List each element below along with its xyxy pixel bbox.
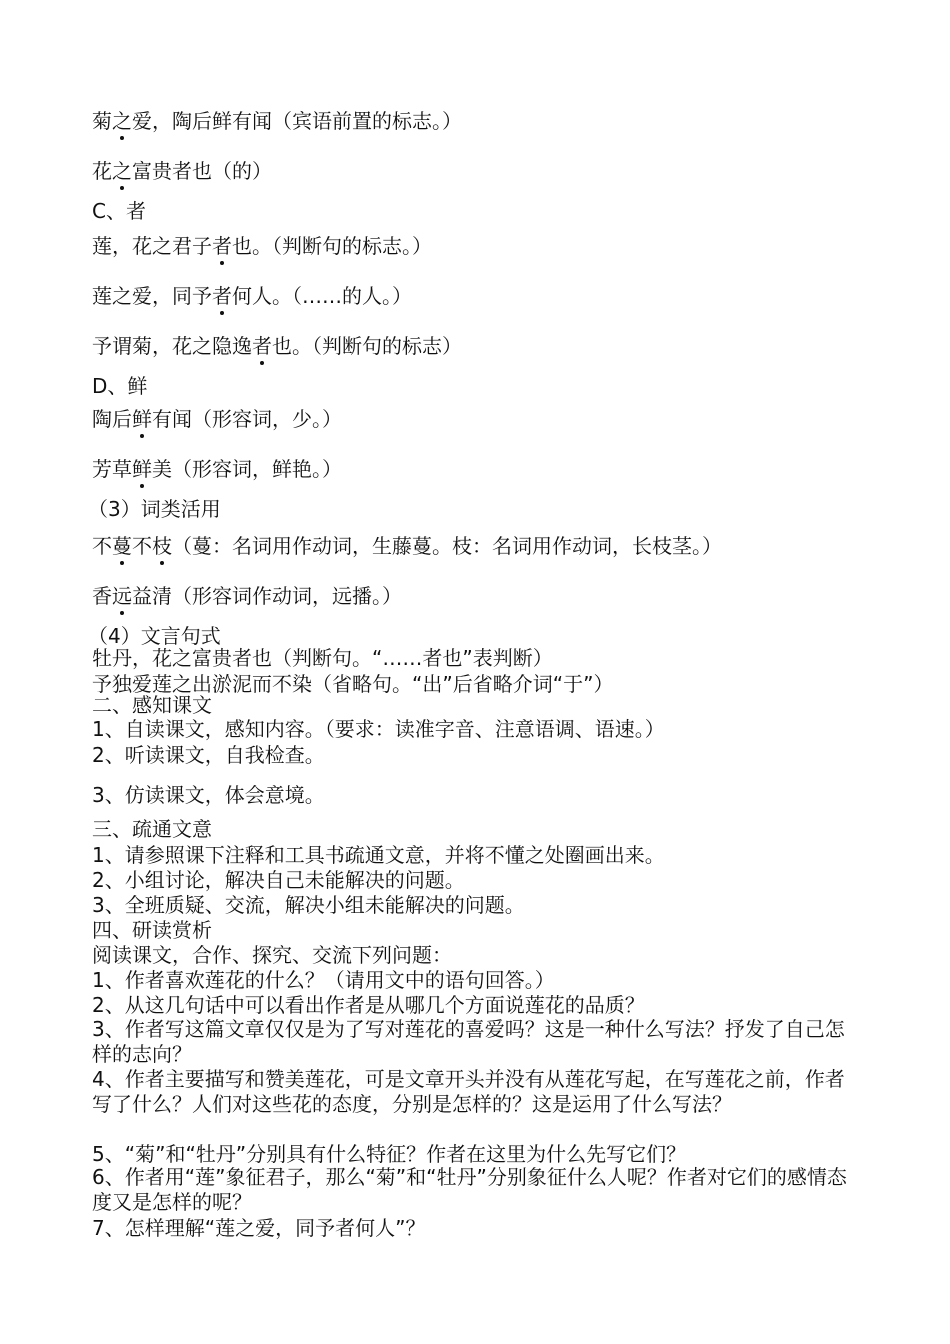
emphasis-dot-char: 枝 bbox=[152, 534, 172, 558]
emphasis-dot-char: 之 bbox=[112, 109, 132, 133]
text-segment: 不 bbox=[92, 534, 112, 558]
text-line bbox=[92, 842, 665, 868]
text-line bbox=[92, 198, 146, 224]
text-segment: 三、疏通文意 bbox=[92, 817, 212, 841]
text-segment: 也。（判断句的标志） bbox=[272, 334, 462, 358]
text-segment: 菊 bbox=[92, 109, 112, 133]
text-segment: 何人。（……的人。） bbox=[232, 284, 412, 308]
text-segment: 阅读课文，合作、探究、交流下列问题： bbox=[92, 943, 452, 967]
emphasis-dot-char: 者 bbox=[212, 284, 232, 308]
text-line bbox=[92, 583, 402, 609]
text-line bbox=[92, 917, 212, 943]
text-segment: 莲，花之君子 bbox=[92, 234, 212, 258]
text-line bbox=[92, 108, 462, 134]
text-line bbox=[92, 373, 147, 399]
text-segment: 爱，陶后鲜有闻（宾语前置的标志。） bbox=[132, 109, 462, 133]
text-segment: 不 bbox=[132, 534, 152, 558]
text-line bbox=[92, 456, 342, 482]
emphasis-dot-char: 者 bbox=[252, 334, 272, 358]
text-line bbox=[92, 742, 325, 768]
emphasis-dot-char: 鲜 bbox=[132, 407, 152, 431]
emphasis-dot-char: 之 bbox=[112, 159, 132, 183]
emphasis-dot-char: 鲜 bbox=[132, 457, 152, 481]
text-line bbox=[92, 692, 212, 718]
text-segment: 益清（形容词作动词，远播。） bbox=[132, 584, 402, 608]
text-line bbox=[92, 967, 555, 993]
text-segment: 1、作者喜欢莲花的什么？（请用文中的语句回答。） bbox=[92, 968, 555, 992]
text-line bbox=[92, 333, 462, 359]
text-segment: 也。（判断句的标志。） bbox=[232, 234, 432, 258]
emphasis-dot-char: 远 bbox=[112, 584, 132, 608]
text-segment: 3、作者写这篇文章仅仅是为了写对莲花的喜爱吗？这是一种什么写法？抒发了自己怎样的志向？ bbox=[92, 1017, 845, 1066]
text-segment: 5、“菊”和“牡丹”分别具有什么特征？作者在这里为什么先写它们？ bbox=[92, 1142, 687, 1166]
text-line bbox=[92, 158, 272, 184]
text-segment: 6、作者用“莲”象征君子，那么“菊”和“牡丹”分别象征什么人呢？作者对它们的感情态度又是怎样的呢？ bbox=[92, 1165, 847, 1214]
text-segment: （3）词类活用 bbox=[88, 497, 221, 521]
text-segment: 美（形容词，鲜艳。） bbox=[152, 457, 342, 481]
text-segment: 香 bbox=[92, 584, 112, 608]
text-line bbox=[92, 233, 432, 259]
text-segment: 4、作者主要描写和赞美莲花，可是文章开头并没有从莲花写起，在写莲花之前，作者写了什么？人们对这些花的态度，分别是怎样的？这是运用了什么写法？ bbox=[92, 1067, 845, 1116]
text-line bbox=[92, 816, 212, 842]
text-line bbox=[92, 867, 465, 893]
text-line bbox=[88, 496, 221, 522]
text-line bbox=[92, 716, 665, 742]
text-segment: 予独爱莲之出淤泥而不染（省略句。“出”后省略介词“于”） bbox=[92, 672, 614, 696]
text-line bbox=[92, 1141, 686, 1167]
text-line bbox=[92, 892, 525, 918]
text-line bbox=[92, 992, 645, 1018]
emphasis-dot-char: 者 bbox=[212, 234, 232, 258]
text-segment: 芳草 bbox=[92, 457, 132, 481]
text-segment: 3、仿读课文，体会意境。 bbox=[92, 783, 325, 807]
text-line bbox=[92, 782, 325, 808]
text-line bbox=[92, 1215, 425, 1241]
text-line bbox=[92, 1165, 862, 1215]
text-segment: （4）文言句式 bbox=[88, 624, 221, 648]
text-segment: 莲之爱，同予 bbox=[92, 284, 212, 308]
text-segment: 2、小组讨论，解决自己未能解决的问题。 bbox=[92, 868, 465, 892]
text-line bbox=[92, 645, 553, 671]
text-segment: 二、感知课文 bbox=[92, 693, 212, 717]
emphasis-dot-char: 蔓 bbox=[112, 534, 132, 558]
text-segment: 7、怎样理解“莲之爱，同予者何人”？ bbox=[92, 1216, 426, 1240]
text-segment: 牡丹，花之富贵者也（判断句。“……者也”表判断） bbox=[92, 646, 553, 670]
text-segment: 1、请参照课下注释和工具书疏通文意，并将不懂之处圈画出来。 bbox=[92, 843, 665, 867]
text-line bbox=[92, 283, 412, 309]
text-segment: C、者 bbox=[92, 199, 146, 223]
text-segment: 四、研读赏析 bbox=[92, 918, 212, 942]
text-line bbox=[92, 533, 722, 559]
text-line bbox=[92, 406, 342, 432]
text-segment: 有闻（形容词，少。） bbox=[152, 407, 342, 431]
text-line bbox=[92, 942, 452, 968]
text-segment: 陶后 bbox=[92, 407, 132, 431]
text-segment: 予谓菊，花之隐逸 bbox=[92, 334, 252, 358]
text-segment: D、鲜 bbox=[92, 374, 148, 398]
text-segment: 1、自读课文，感知内容。（要求：读准字音、注意语调、语速。） bbox=[92, 717, 665, 741]
text-segment: （蔓：名词用作动词，生藤蔓。枝：名词用作动词，长枝茎。） bbox=[172, 534, 722, 558]
text-segment: 花 bbox=[92, 159, 112, 183]
text-segment: 3、全班质疑、交流，解决小组未能解决的问题。 bbox=[92, 893, 525, 917]
text-segment: 富贵者也（的） bbox=[132, 159, 272, 183]
text-line bbox=[92, 1017, 862, 1067]
text-line bbox=[92, 1067, 862, 1117]
text-segment: 2、听读课文，自我检查。 bbox=[92, 743, 325, 767]
text-segment: 2、从这几句话中可以看出作者是从哪几个方面说莲花的品质？ bbox=[92, 993, 645, 1017]
